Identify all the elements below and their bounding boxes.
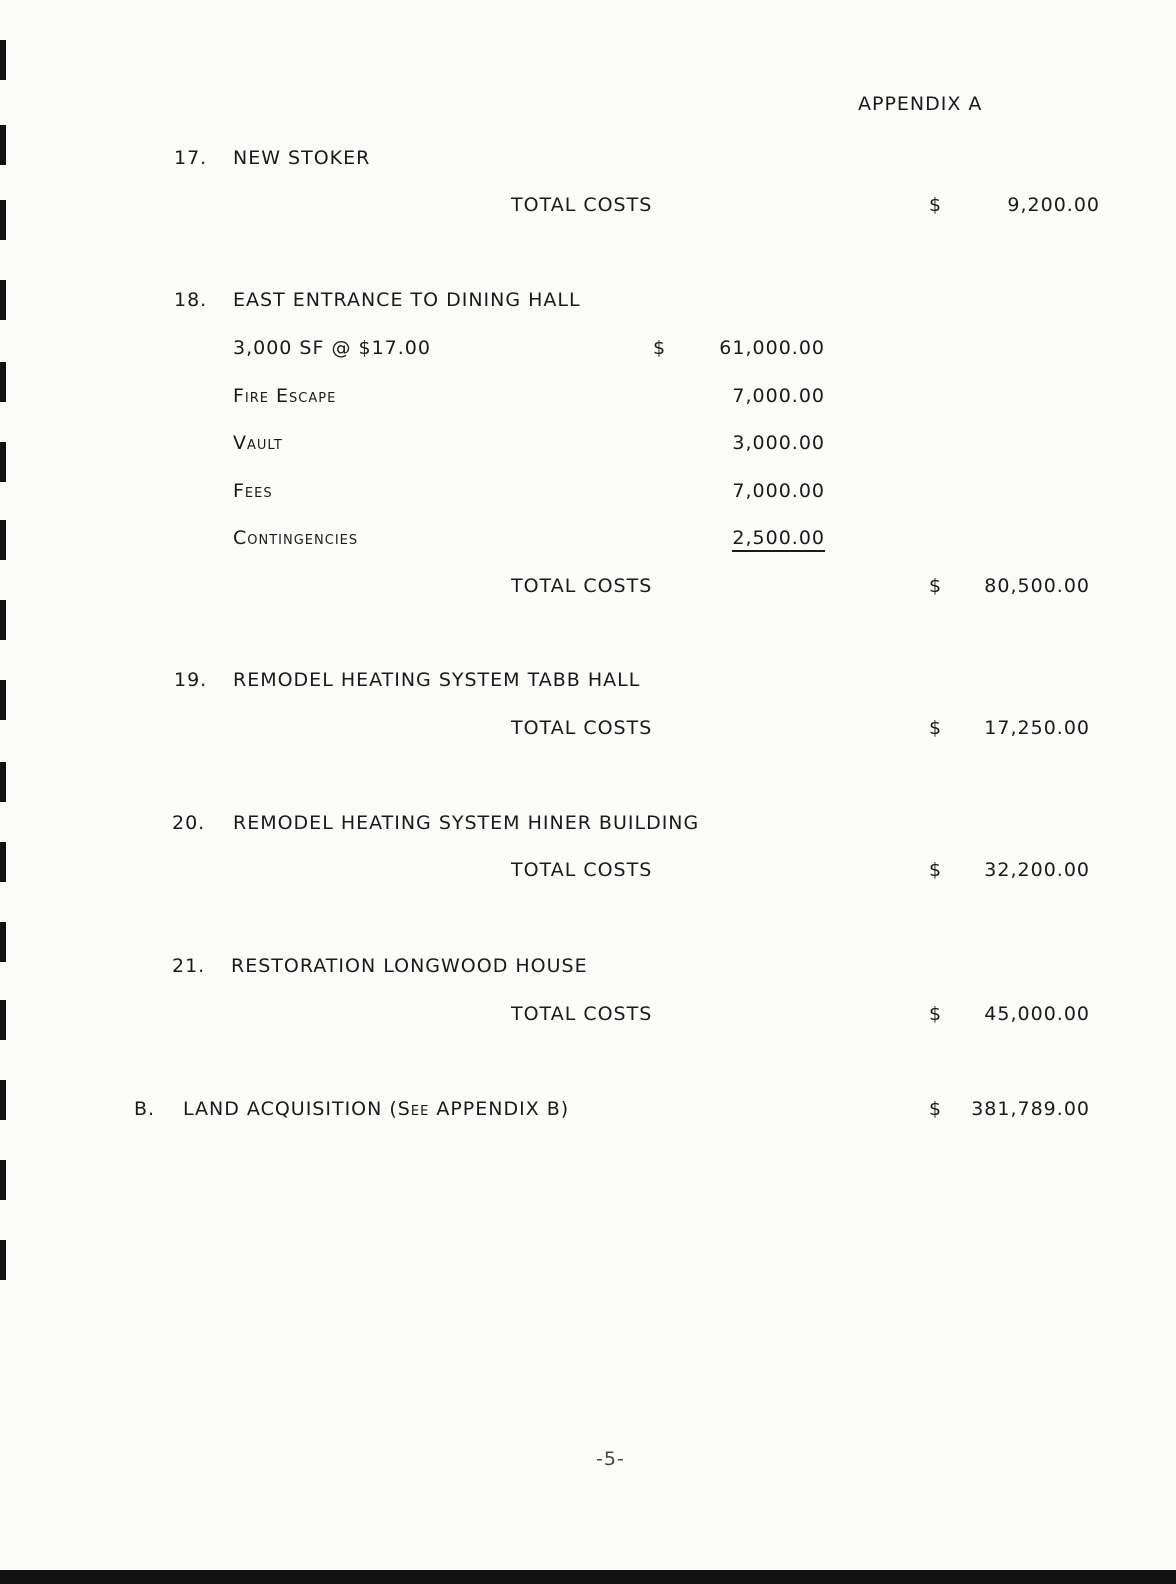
binding-mark (0, 680, 6, 720)
line-item-label: 3,000 SF @ $17.00 (233, 337, 431, 359)
item-18-title: EAST ENTRANCE TO DINING HALL (233, 289, 581, 311)
item-17-number: 17. (174, 147, 208, 169)
line-item-amount: 7,000.00 (732, 385, 825, 407)
section-b-currency: $ (929, 1098, 943, 1120)
binding-mark (0, 1080, 6, 1120)
underlined-amount: 2,500.00 (732, 527, 825, 552)
line-item-label: Fire Escape (233, 385, 337, 407)
binding-mark (0, 1240, 6, 1280)
binding-mark (0, 40, 6, 80)
binding-mark (0, 520, 6, 560)
section-b-title-suffix: APPENDIX B) (429, 1098, 570, 1120)
section-b-title (183, 1097, 569, 1121)
binding-mark (0, 842, 6, 882)
item-17-total-label: TOTAL COSTS (511, 194, 653, 216)
item-21-title: RESTORATION LONGWOOD HOUSE (231, 955, 588, 977)
item-18-number: 18. (174, 289, 208, 311)
item-20-title: REMODEL HEATING SYSTEM HINER BUILDING (233, 812, 700, 834)
item-19-total-label: TOTAL COSTS (511, 717, 653, 739)
item-21-number: 21. (172, 955, 206, 977)
line-item-amount (660, 526, 825, 550)
item-21-total-label: TOTAL COSTS (511, 1003, 653, 1025)
item-20-total-currency: $ (929, 859, 943, 881)
item-17-total-currency: $ (929, 194, 943, 216)
binding-mark (0, 762, 6, 802)
item-17-total-amount: 9,200.00 (1007, 194, 1100, 216)
binding-mark (0, 1000, 6, 1040)
item-21-total-currency: $ (929, 1003, 943, 1025)
line-item-amount: 3,000.00 (732, 432, 825, 454)
item-20-number: 20. (172, 812, 206, 834)
binding-mark (0, 1160, 6, 1200)
item-18-total-amount: 80,500.00 (984, 575, 1090, 597)
item-20-total-amount: 32,200.00 (984, 859, 1090, 881)
binding-mark (0, 125, 6, 165)
line-item-label: Vault (233, 432, 283, 454)
line-item-amount: 61,000.00 (719, 337, 825, 359)
line-item-label: Contingencies (233, 527, 359, 549)
item-19-number: 19. (174, 669, 208, 691)
item-19-total-amount: 17,250.00 (984, 717, 1090, 739)
item-18-total-currency: $ (929, 575, 943, 597)
scan-bottom-edge (0, 1570, 1176, 1584)
page-number: -5- (596, 1448, 625, 1470)
line-item-label: Fees (233, 480, 273, 502)
binding-mark (0, 280, 6, 320)
item-17-title: NEW STOKER (233, 147, 371, 169)
section-b-title-see: See (397, 1098, 430, 1120)
line-item-amount: 7,000.00 (732, 480, 825, 502)
item-19-total-currency: $ (929, 717, 943, 739)
binding-mark (0, 362, 6, 402)
line-item-currency: $ (653, 337, 667, 359)
binding-mark (0, 200, 6, 240)
item-18-total-label: TOTAL COSTS (511, 575, 653, 597)
item-21-total-amount: 45,000.00 (984, 1003, 1090, 1025)
binding-mark (0, 922, 6, 962)
item-19-title: REMODEL HEATING SYSTEM TABB HALL (233, 669, 641, 691)
section-b-title-prefix: LAND ACQUISITION ( (183, 1098, 398, 1120)
section-b-letter: B. (134, 1098, 156, 1120)
appendix-heading: APPENDIX A (858, 93, 983, 115)
section-b-amount: 381,789.00 (971, 1098, 1090, 1120)
binding-mark (0, 442, 6, 482)
item-20-total-label: TOTAL COSTS (511, 859, 653, 881)
binding-mark (0, 600, 6, 640)
